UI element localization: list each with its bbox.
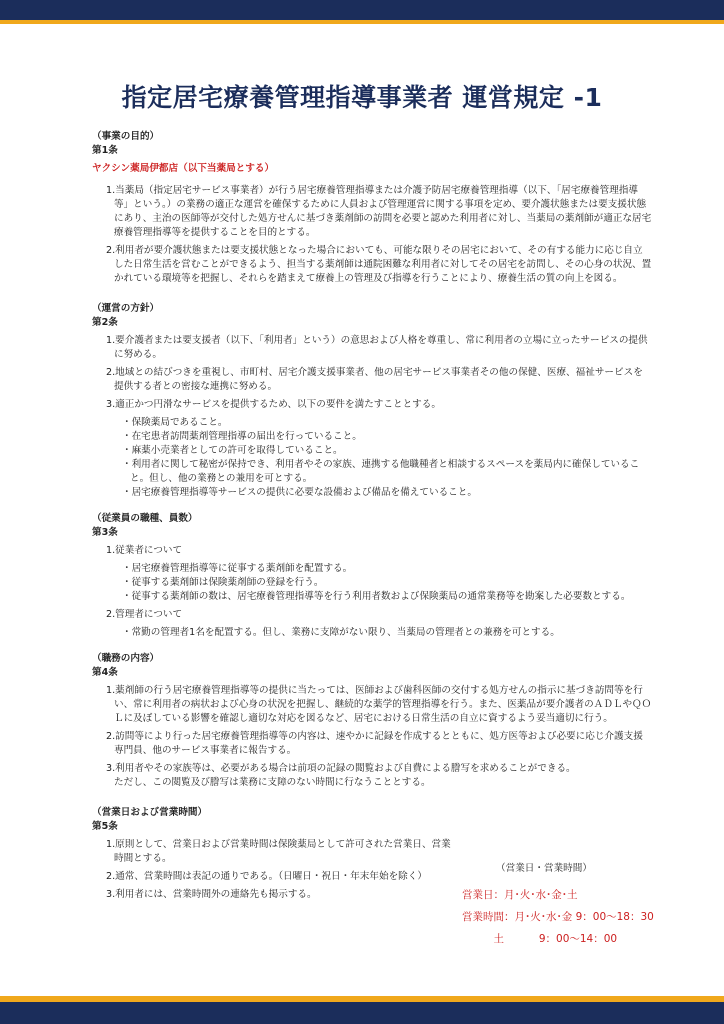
- section-policy: [92, 302, 652, 500]
- list-item: ・保険薬局であること。: [122, 417, 228, 428]
- business-days: 営業日：月･火･水･金･土: [462, 889, 578, 901]
- hours-heading: （営業日・営業時間）: [496, 863, 592, 874]
- business-hours-weekday: 営業時間：月･火･水･金 9：00～18：30: [462, 911, 654, 923]
- paragraph: 2.訪問等により行った居宅療養管理指導等の内容は、速やかに記録を作成するとともに、処方医等および必要に応じ介護支援専門員、他のサービス事業者に報告する。: [106, 731, 643, 756]
- section-heading: （営業日および営業時間）: [92, 807, 208, 818]
- article-number: 第4条: [92, 667, 118, 678]
- article-number: 第3条: [92, 527, 118, 538]
- list-item: ・利用者に関して秘密が保持でき、利用者やその家族、連携する他職種者と相談するスペースを薬局内に確保していること。但し、他の業務との兼用を可とする。: [122, 459, 640, 484]
- paragraph: 1.薬剤師の行う居宅療養管理指導等の提供に当たっては、医師および歯科医師の交付する処方せんの指示に基づき訪問等を行い、常に利用者の病状および心身の状況を把握し、継続的な薬学的管理指導を行う。また、医薬品が要介護者のＡＤＬやＱＯＬに及ぼしている影響を確認し適切な対応を図るなど、居宅における日常生活の自立に資するよう妥当適切に行う。: [106, 685, 652, 724]
- list-item: ・常勤の管理者1名を配置する。但し、業務に支障がない限り、当薬局の管理者との兼務を可とする。: [122, 627, 560, 638]
- paragraph: 2.通常、営業時間は表記の通りである。（日曜日・祝日・年末年始を除く）: [106, 871, 427, 882]
- header-accent-stripe: [0, 20, 724, 24]
- paragraph: 1.要介護者または要支援者（以下、「利用者」という）の意思および人格を尊重し、常に利用者の立場に立ったサービスの提供に努める。: [106, 335, 648, 360]
- paragraph: 2.利用者が要介護状態または要支援状態となった場合においても、可能な限りその居宅において、その有する能力に応じ自立した日常生活を営むことができるよう、担当する薬剤師は通院困難な利用者に対してその居宅を訪問し、その心身の状況、置かれている環境等を把握し、それらを踏まえて療養上の管理及び指導を行うことにより、療養生活の質の向上を図る。: [106, 245, 652, 284]
- article-number: 第1条: [92, 145, 118, 156]
- list-item: ・居宅療養管理指導等に従事する薬剤師を配置する。: [122, 563, 353, 574]
- article-number: 第5条: [92, 821, 118, 832]
- list-item: ・居宅療養管理指導等サービスの提供に必要な設備および備品を備えていること。: [122, 487, 477, 498]
- paragraph: 1.従業者について: [106, 545, 183, 556]
- business-hours-box: [462, 858, 702, 950]
- list-item: ・従事する薬剤師の数は、居宅療養管理指導等を行う利用者数および保険薬局の通常業務等を勘案した必要数とする。: [122, 591, 631, 602]
- paragraph: 3.利用者には、営業時間外の連絡先も掲示する。: [106, 889, 317, 900]
- document-body: [92, 124, 652, 906]
- list-item: ・在宅患者訪問薬剤管理指導の届出を行っていること。: [122, 431, 362, 442]
- section-heading: （事業の目的）: [92, 131, 160, 142]
- paragraph: 2.管理者について: [106, 609, 183, 620]
- article-number: 第2条: [92, 317, 118, 328]
- list-item: ・従事する薬剤師は保険薬剤師の登録を行う。: [122, 577, 324, 588]
- section-purpose: [92, 130, 652, 286]
- paragraph-continued: ただし、この閲覧及び謄写は業務に支障のない時間に行なうこととする。: [114, 777, 431, 788]
- paragraph: 1.原則として、営業日および営業時間は保険薬局として許可された営業日、営業時間とする。: [106, 839, 451, 864]
- section-heading: （従業員の職種、員数）: [92, 513, 198, 524]
- paragraph: 3.利用者やその家族等は、必要がある場合は前項の記録の閲覧および自費による謄写を求めることができる。: [106, 763, 576, 774]
- list-item: ・麻薬小売業者としての許可を取得していること。: [122, 445, 343, 456]
- section-staff: [92, 512, 652, 640]
- footer-band: [0, 1002, 724, 1024]
- paragraph: 3.適正かつ円滑なサービスを提供するため、以下の要件を満たすこととする。: [106, 399, 441, 410]
- section-heading: （運営の方針）: [92, 303, 160, 314]
- business-hours-saturday: 土 9：00～14：00: [462, 933, 618, 945]
- paragraph: 1.当薬局（指定居宅サービス事業者）が行う居宅療養管理指導または介護予防居宅療養管理指導（以下、「居宅療養管理指導等」という。）の業務の適正な運営を確保するために人員および管理運営に関する事項を定め、要介護状態または要支援状態にあり、主治の医師等が交付した処方せんに基づき薬剤師の訪問を必要と認めた利用者に対し、当薬局の薬剤師が適正な居宅療養管理指導等を提供することを目的とする。: [106, 185, 652, 238]
- pharmacy-name: ヤクシン薬局伊都店（以下当薬局とする）: [92, 163, 275, 174]
- paragraph: 2.地域との結びつきを重視し、市町村、居宅介護支援事業者、他の居宅サービス事業者その他の保健、医療、福祉サービスを提供する者との密接な連携に努める。: [106, 367, 643, 392]
- section-heading: （職務の内容）: [92, 653, 160, 664]
- section-duties: [92, 652, 652, 790]
- page-title: 指定居宅療養管理指導事業者 運営規定 -1: [121, 83, 603, 112]
- header-band: [0, 0, 724, 20]
